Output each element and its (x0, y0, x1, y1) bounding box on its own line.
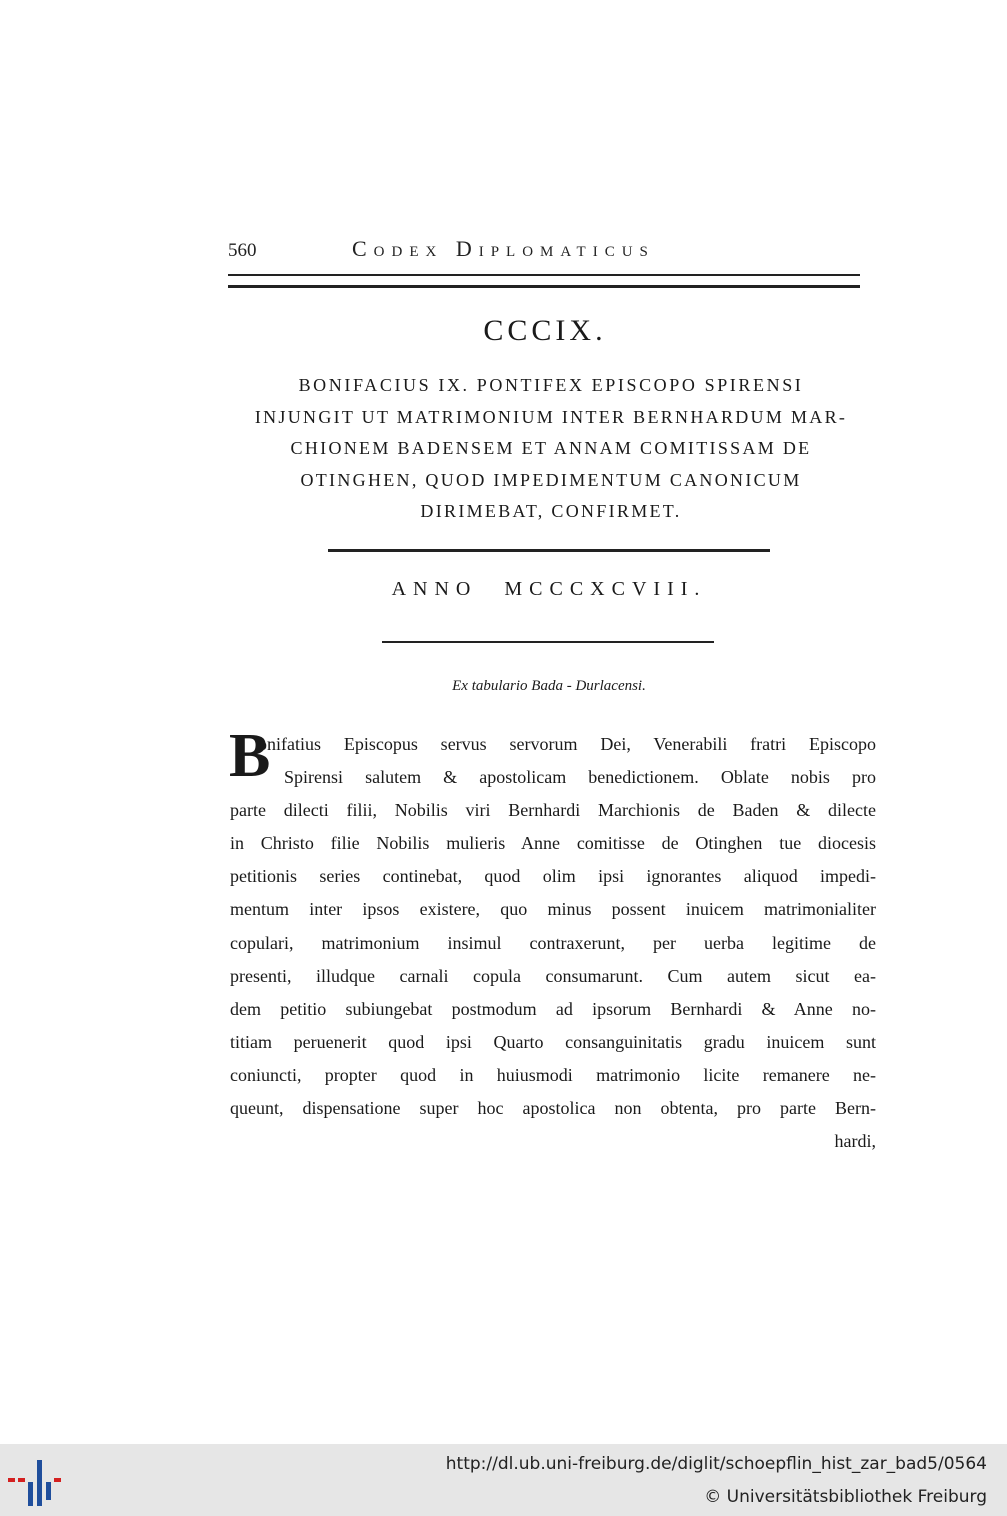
body-line: dem petitio subiungebat postmodum ad ipsorum Bernhardi & Anne no- (230, 998, 876, 1019)
divider-lower (382, 641, 714, 643)
charter-body (229, 722, 876, 1158)
charter-summary (228, 370, 874, 528)
running-title: Codex Diplomaticus (352, 236, 655, 261)
body-line: copulari, matrimonium insimul contraxerunt, per uerba legitime de (230, 932, 876, 953)
body-line: queunt, dispensatione super hoc apostolica non obtenta, pro parte Bern- (230, 1098, 876, 1119)
body-line: presenti, illudque carnali copula consumarunt. Cum autem sicut ea- (230, 965, 876, 986)
body-line: coniuncti, propter quod in huiusmodi matrimonio licite remanere ne- (230, 1064, 876, 1085)
year-word: ANNO (391, 578, 478, 600)
charter-year (0, 578, 1007, 601)
body-line: Spirensi salutem & apostolicam benedictionem. Oblate nobis pro (284, 767, 876, 788)
drop-cap: B (229, 722, 271, 790)
body-line: titiam peruenerit quod ipsi Quarto consanguinitatis gradu inuicem sunt (230, 1031, 876, 1052)
footer-copyright: © Universitätsbibliothek Freiburg (704, 1487, 987, 1507)
header-rule-top (228, 274, 860, 276)
body-line: onifatius Episcopus servus servorum Dei, Venerabili fratri Episcopo (258, 734, 876, 754)
summary-line: OTINGHEN, QUOD IMPEDIMENTUM CANONICUM (300, 469, 802, 490)
header-rule-bottom (228, 285, 860, 288)
page-number: 560 (228, 240, 257, 261)
footer-bar (0, 1444, 1007, 1516)
summary-line: CHIONEM BADENSEM ET ANNAM COMITISSAM DE (290, 438, 812, 458)
ub-freiburg-logo-icon (8, 1456, 64, 1508)
body-line: parte dilecti filii, Nobilis viri Bernhardi Marchionis de Baden & dilecte (230, 800, 876, 821)
summary-line: BONIFACIUS IX. PONTIFEX EPISCOPO SPIRENSI (298, 375, 804, 395)
body-line: hardi, (834, 1131, 876, 1152)
body-line: mentum inter ipsos existere, quo minus possent inuicem matrimonialiter (230, 899, 876, 920)
summary-line: DIRIMEBAT, CONFIRMET. (420, 501, 682, 521)
summary-line: INJUNGIT UT MATRIMONIUM INTER BERNHARDUM MAR- (254, 406, 848, 427)
body-line: in Christo filie Nobilis mulieris Anne comitisse de Otinghen tue diocesis (230, 833, 876, 854)
year-numeral: MCCCXCVIII. (504, 578, 707, 600)
footer-url[interactable]: http://dl.ub.uni-freiburg.de/diglit/schoepflin_hist_zar_bad5/0564 (445, 1454, 987, 1474)
source-note: Ex tabulario Bada - Durlacensi. (452, 678, 646, 694)
divider-upper (328, 549, 770, 552)
charter-number: CCCIX. (483, 314, 607, 347)
body-line: petitionis series continebat, quod olim ipsi ignorantes aliquod impedi- (230, 866, 876, 887)
